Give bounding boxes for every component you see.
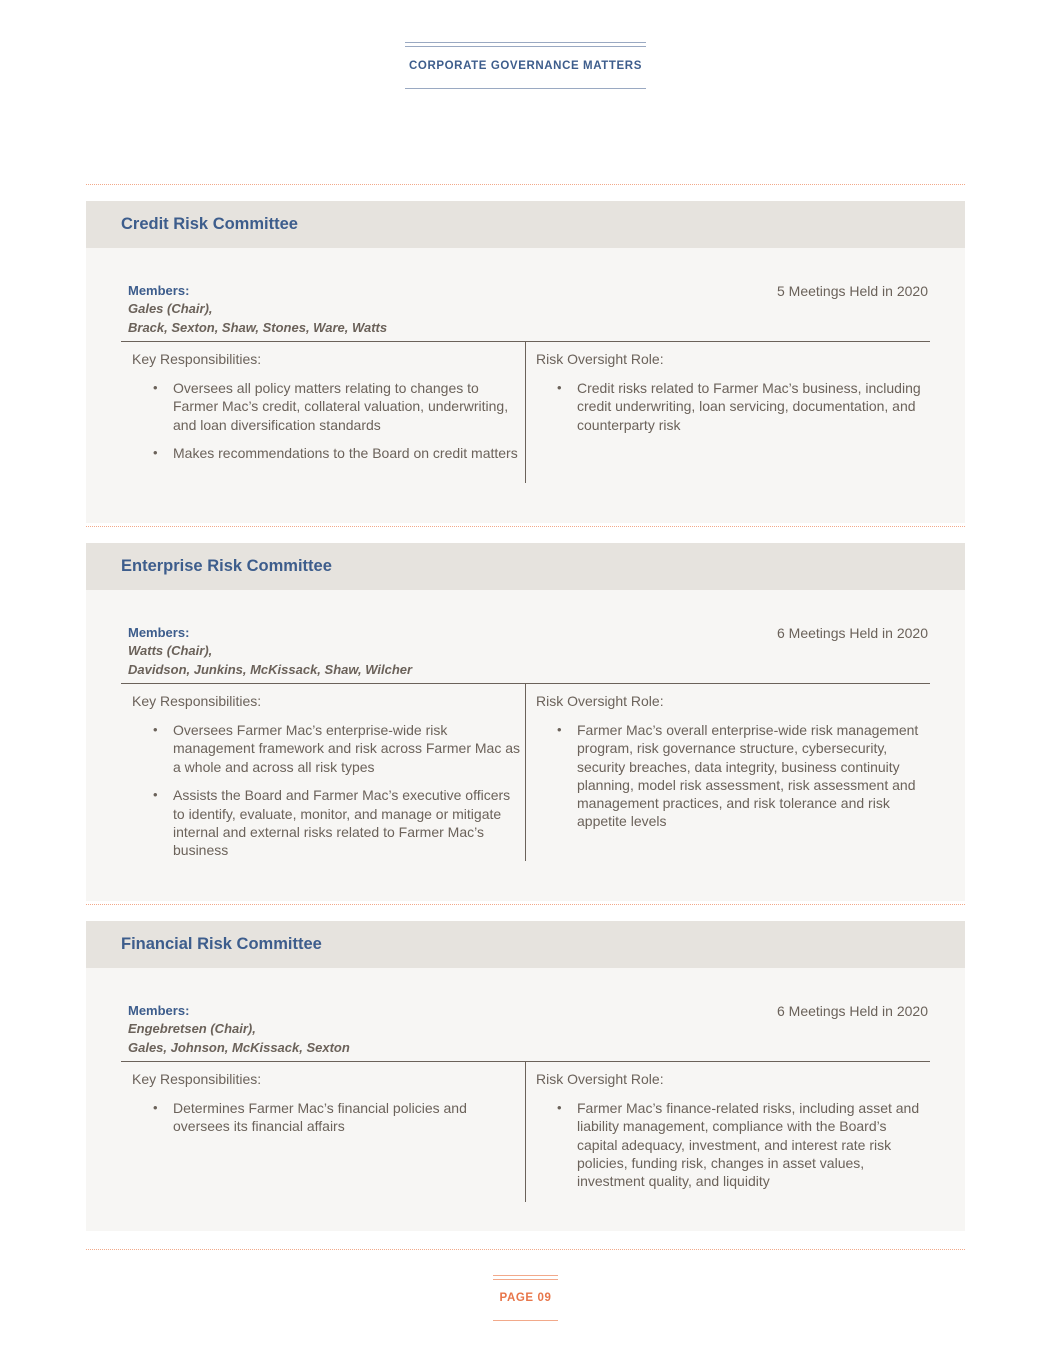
header-rule [405, 88, 646, 89]
column-divider [525, 1062, 526, 1202]
committee-chair: Gales (Chair), [128, 301, 213, 317]
responsibilities-list [153, 721, 523, 870]
list-item: • Farmer Mac’s finance-related risks, including asset and liability management, compliance with the Board’s capital adequacy, investment, and interest rate risk policies, funding risk, changes in asset values, investment quality, and liquidity [557, 1099, 927, 1190]
members-block [128, 1002, 350, 1057]
meetings-count: 5 Meetings Held in 2020 [777, 283, 928, 299]
members-block [128, 282, 387, 337]
committee-members: Gales, Johnson, McKissack, Sexton [128, 1039, 350, 1055]
committee-name: Credit Risk Committee [86, 201, 965, 248]
header-rule [405, 42, 646, 43]
committee-name: Enterprise Risk Committee [86, 543, 965, 590]
section-title: CORPORATE GOVERNANCE MATTERS [409, 60, 642, 72]
dotted-divider [86, 184, 965, 185]
responsibilities-list [153, 1099, 523, 1146]
committee-name: Financial Risk Committee [86, 921, 965, 968]
meetings-count: 6 Meetings Held in 2020 [777, 625, 928, 641]
oversight-list [557, 1099, 927, 1201]
oversight-heading: Risk Oversight Role: [536, 351, 664, 367]
committee-members: Brack, Sexton, Shaw, Stones, Ware, Watts [128, 319, 388, 335]
oversight-list [557, 721, 927, 841]
list-item: • Determines Farmer Mac’s financial policies and oversees its financial affairs [153, 1099, 523, 1136]
page-header [405, 42, 646, 89]
responsibilities-heading: Key Responsibilities: [132, 1071, 262, 1087]
page-footer [493, 1275, 558, 1322]
oversight-list [557, 379, 927, 444]
responsibilities-list [153, 379, 523, 473]
committee-chair: Watts (Chair), [128, 643, 213, 659]
list-item: • Farmer Mac’s overall enterprise-wide risk management program, risk governance structure, cybersecurity, security breaches, data integrity, business continuity planning, model risk assessment, risk assessment and management practices, and risk tolerance and risk appetite levels [557, 721, 927, 831]
footer-rule [493, 1275, 558, 1276]
column-divider [525, 342, 526, 483]
responsibilities-heading: Key Responsibilities: [132, 351, 262, 367]
oversight-heading: Risk Oversight Role: [536, 1071, 664, 1087]
members-block [128, 624, 412, 679]
page-number: PAGE 09 [499, 1292, 552, 1304]
committee-members: Davidson, Junkins, McKissack, Shaw, Wilcher [128, 661, 413, 677]
dotted-divider [86, 526, 965, 527]
members-label: Members: [128, 625, 190, 640]
responsibilities-heading: Key Responsibilities: [132, 693, 262, 709]
list-item: • Assists the Board and Farmer Mac’s executive officers to identify, evaluate, monitor, and manage or mitigate internal and external risks related to Farmer Mac’s business [153, 786, 523, 859]
column-divider [525, 684, 526, 861]
members-label: Members: [128, 283, 190, 298]
committee-card [86, 543, 965, 901]
members-label: Members: [128, 1003, 190, 1018]
dotted-divider [86, 1249, 965, 1250]
list-item: • Credit risks related to Farmer Mac’s business, including credit underwriting, loan servicing, documentation, and counterparty risk [557, 379, 927, 434]
committee-card [86, 201, 965, 523]
footer-rule [493, 1279, 558, 1280]
list-item: • Oversees all policy matters relating to changes to Farmer Mac’s credit, collateral valuation, underwriting, and loan diversification standards [153, 379, 523, 434]
meetings-count: 6 Meetings Held in 2020 [777, 1003, 928, 1019]
header-rule [405, 46, 646, 47]
footer-rule [493, 1320, 558, 1321]
oversight-heading: Risk Oversight Role: [536, 693, 664, 709]
committee-chair: Engebretsen (Chair), [128, 1021, 256, 1037]
list-item: • Oversees Farmer Mac’s enterprise-wide risk management framework and risk across Farmer Mac as a whole and across all risk types [153, 721, 523, 776]
committee-card [86, 921, 965, 1231]
dotted-divider [86, 904, 965, 905]
list-item: • Makes recommendations to the Board on credit matters [153, 444, 523, 462]
